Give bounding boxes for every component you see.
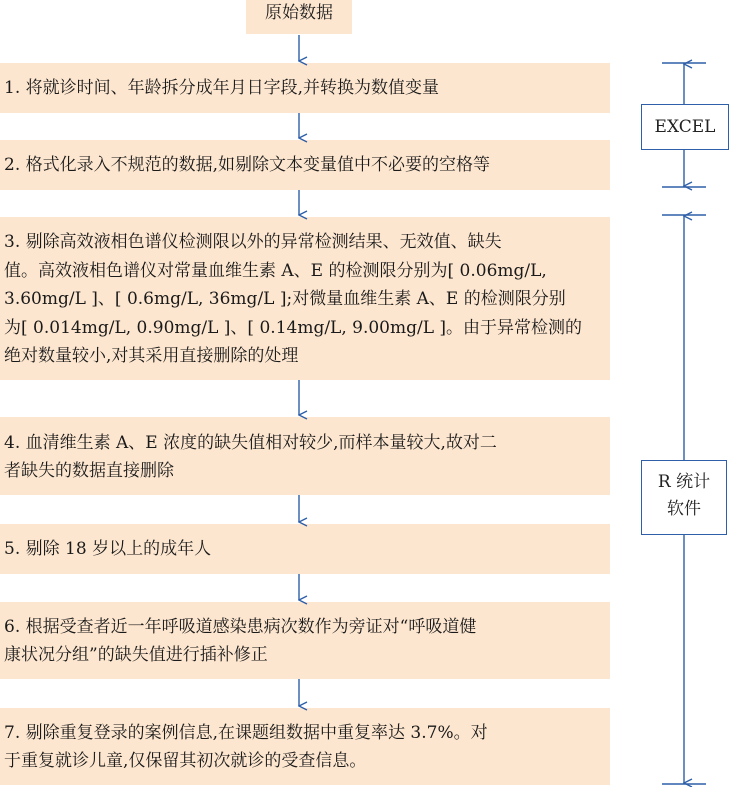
- step-3-line-5: 绝对数量较小,对其采用直接删除的处理: [4, 346, 299, 366]
- step-4-line-2: 者缺失的数据直接删除: [4, 461, 174, 481]
- r-software-label-line-1: R 统计: [657, 472, 711, 492]
- step-4-line-1: 4. 血清维生素 A、E 浓度的缺失值相对较少,而样本量较大,故对二: [4, 433, 497, 453]
- r-software-label-line-2: 软件: [667, 499, 701, 519]
- step-5-line-1: 5. 剔除 18 岁以上的成年人: [4, 539, 212, 559]
- step-1-line-1: 1. 将就诊时间、年龄拆分成年月日字段,并转换为数值变量: [4, 78, 440, 98]
- step-3-line-1: 3. 剔除高效液相色谱仪检测限以外的异常检测结果、无效值、缺失: [4, 232, 502, 252]
- step-3-line-3: 3.60mg/L ]、[ 0.6mg/L, 36mg/L ];对微量血维生素 A、E 的检测限分别: [4, 289, 566, 309]
- r-software-label-box: [641, 460, 727, 535]
- step-7-line-1: 7. 剔除重复登录的案例信息,在课题组数据中重复率达 3.7%。对: [4, 723, 488, 743]
- step-3-line-4: 为[ 0.014mg/L, 0.90mg/L ]、[ 0.14mg/L, 9.00mg/L ]。由于异常检测的: [4, 317, 583, 338]
- excel-label-box: [641, 104, 729, 150]
- step-7-line-2: 于重复就诊儿童,仅保留其初次就诊的受查信息。: [4, 751, 367, 771]
- step-6-line-2: 康状况分组”的缺失值进行插补修正: [4, 645, 268, 665]
- step-3-line-2: 值。高效液相色谱仪对常量血维生素 A、E 的检测限分别为[ 0.06mg/L,: [4, 260, 547, 281]
- step-6-line-1: 6. 根据受查者近一年呼吸道感染患病次数作为旁证对“呼吸道健: [4, 617, 477, 637]
- step-2-line-1: 2. 格式化录入不规范的数据,如剔除文本变量值中不必要的空格等: [4, 155, 491, 175]
- excel-label: EXCEL: [654, 117, 716, 137]
- raw-data-label: 原始数据: [265, 3, 333, 23]
